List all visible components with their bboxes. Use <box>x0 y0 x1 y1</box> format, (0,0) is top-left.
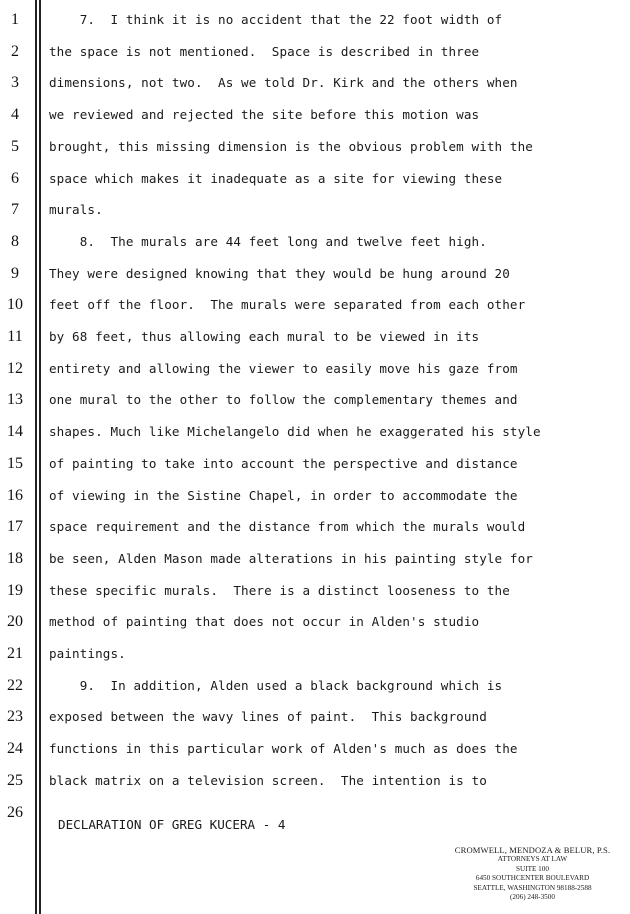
body-text-line: paintings. <box>49 646 126 661</box>
body-text-line: functions in this particular work of Alden's much as does the <box>49 741 518 757</box>
line-number: 8 <box>11 232 19 250</box>
firm-line-4: SEATTLE, WASHINGTON 98188-2588 <box>473 883 592 892</box>
line-number: 12 <box>7 359 23 377</box>
body-text-line: space requirement and the distance from which the murals would <box>49 519 526 535</box>
body-text-line: of viewing in the Sistine Chapel, in order to accommodate the <box>49 487 518 503</box>
body-text-line: of painting to take into account the perspective and distance <box>49 455 518 471</box>
body-text-line: dimensions, not two. As we told Dr. Kirk and the others when <box>49 75 518 91</box>
body-text-line: black matrix on a television screen. The intention is to <box>49 772 487 788</box>
body-text-line: brought, this missing dimension is the obvious problem with the <box>49 138 533 154</box>
line-number: 23 <box>7 708 23 726</box>
line-number: 7 <box>11 201 19 219</box>
body-text-line: 9. In addition, Alden used a black background which is <box>49 677 503 693</box>
law-firm-block <box>440 846 625 902</box>
document-footer-title: DECLARATION OF GREG KUCERA - 4 <box>58 817 286 832</box>
body-text-line: murals. <box>49 202 103 218</box>
body-text-line: be seen, Alden Mason made alterations in his painting style for <box>49 550 533 566</box>
body-text-line: we reviewed and rejected the site before this motion was <box>49 107 480 123</box>
line-number: 22 <box>7 676 23 694</box>
line-number: 10 <box>7 296 23 314</box>
line-number: 20 <box>7 613 23 631</box>
line-number: 9 <box>11 264 19 282</box>
body-text-line: shapes. Much like Michelangelo did when he exaggerated his style <box>49 424 541 440</box>
line-number: 24 <box>7 740 23 758</box>
body-text-line: one mural to the other to follow the complementary themes and <box>49 392 518 408</box>
left-margin-rule-inner <box>39 0 41 914</box>
line-number: 17 <box>7 518 23 536</box>
line-number: 16 <box>7 486 23 504</box>
line-number: 15 <box>7 454 23 472</box>
left-margin-rule <box>35 0 37 914</box>
body-text-line: feet off the floor. The murals were separated from each other <box>49 297 526 313</box>
firm-line-1: ATTORNEYS AT LAW <box>497 855 568 864</box>
line-number: 18 <box>7 549 23 567</box>
body-text-line: method of painting that does not occur in Alden's studio <box>49 614 480 630</box>
line-number: 11 <box>7 328 23 345</box>
body-text-line: these specific murals. There is a distinct looseness to the <box>49 582 510 598</box>
line-number: 2 <box>11 42 19 60</box>
body-text-line: space which makes it inadequate as a site for viewing these <box>49 170 503 186</box>
body-text-line: 7. I think it is no accident that the 22 foot width of <box>49 12 503 27</box>
body-text-line: the space is not mentioned. Space is described in three <box>49 43 480 59</box>
line-number: 4 <box>11 106 19 124</box>
body-text-line: 8. The murals are 44 feet long and twelve feet high. <box>49 233 487 249</box>
body-text-line: exposed between the wavy lines of paint. This background <box>49 709 487 725</box>
line-number: 6 <box>11 169 19 187</box>
line-number: 3 <box>11 74 19 92</box>
body-text-line: They were designed knowing that they would be hung around 20 <box>49 265 510 281</box>
body-text-line: by 68 feet, thus allowing each mural to be viewed in its <box>49 329 480 344</box>
line-number: 21 <box>7 645 23 662</box>
body-text-line: entirety and allowing the viewer to easily move his gaze from <box>49 360 518 376</box>
line-number: 26 <box>7 803 23 821</box>
line-number: 25 <box>7 771 23 789</box>
firm-line-3: 6450 SOUTHCENTER BOULEVARD <box>475 874 590 883</box>
line-number: 19 <box>7 581 23 599</box>
firm-line-5: (206) 248-3500 <box>510 893 555 902</box>
firm-line-2: SUITE 100 <box>516 864 549 873</box>
line-number: 1 <box>11 11 19 28</box>
line-number: 5 <box>11 137 19 155</box>
firm-name: CROMWELL, MENDOZA & BELUR, P.S. <box>454 845 611 855</box>
line-number: 14 <box>7 423 23 441</box>
line-number: 13 <box>7 391 23 409</box>
